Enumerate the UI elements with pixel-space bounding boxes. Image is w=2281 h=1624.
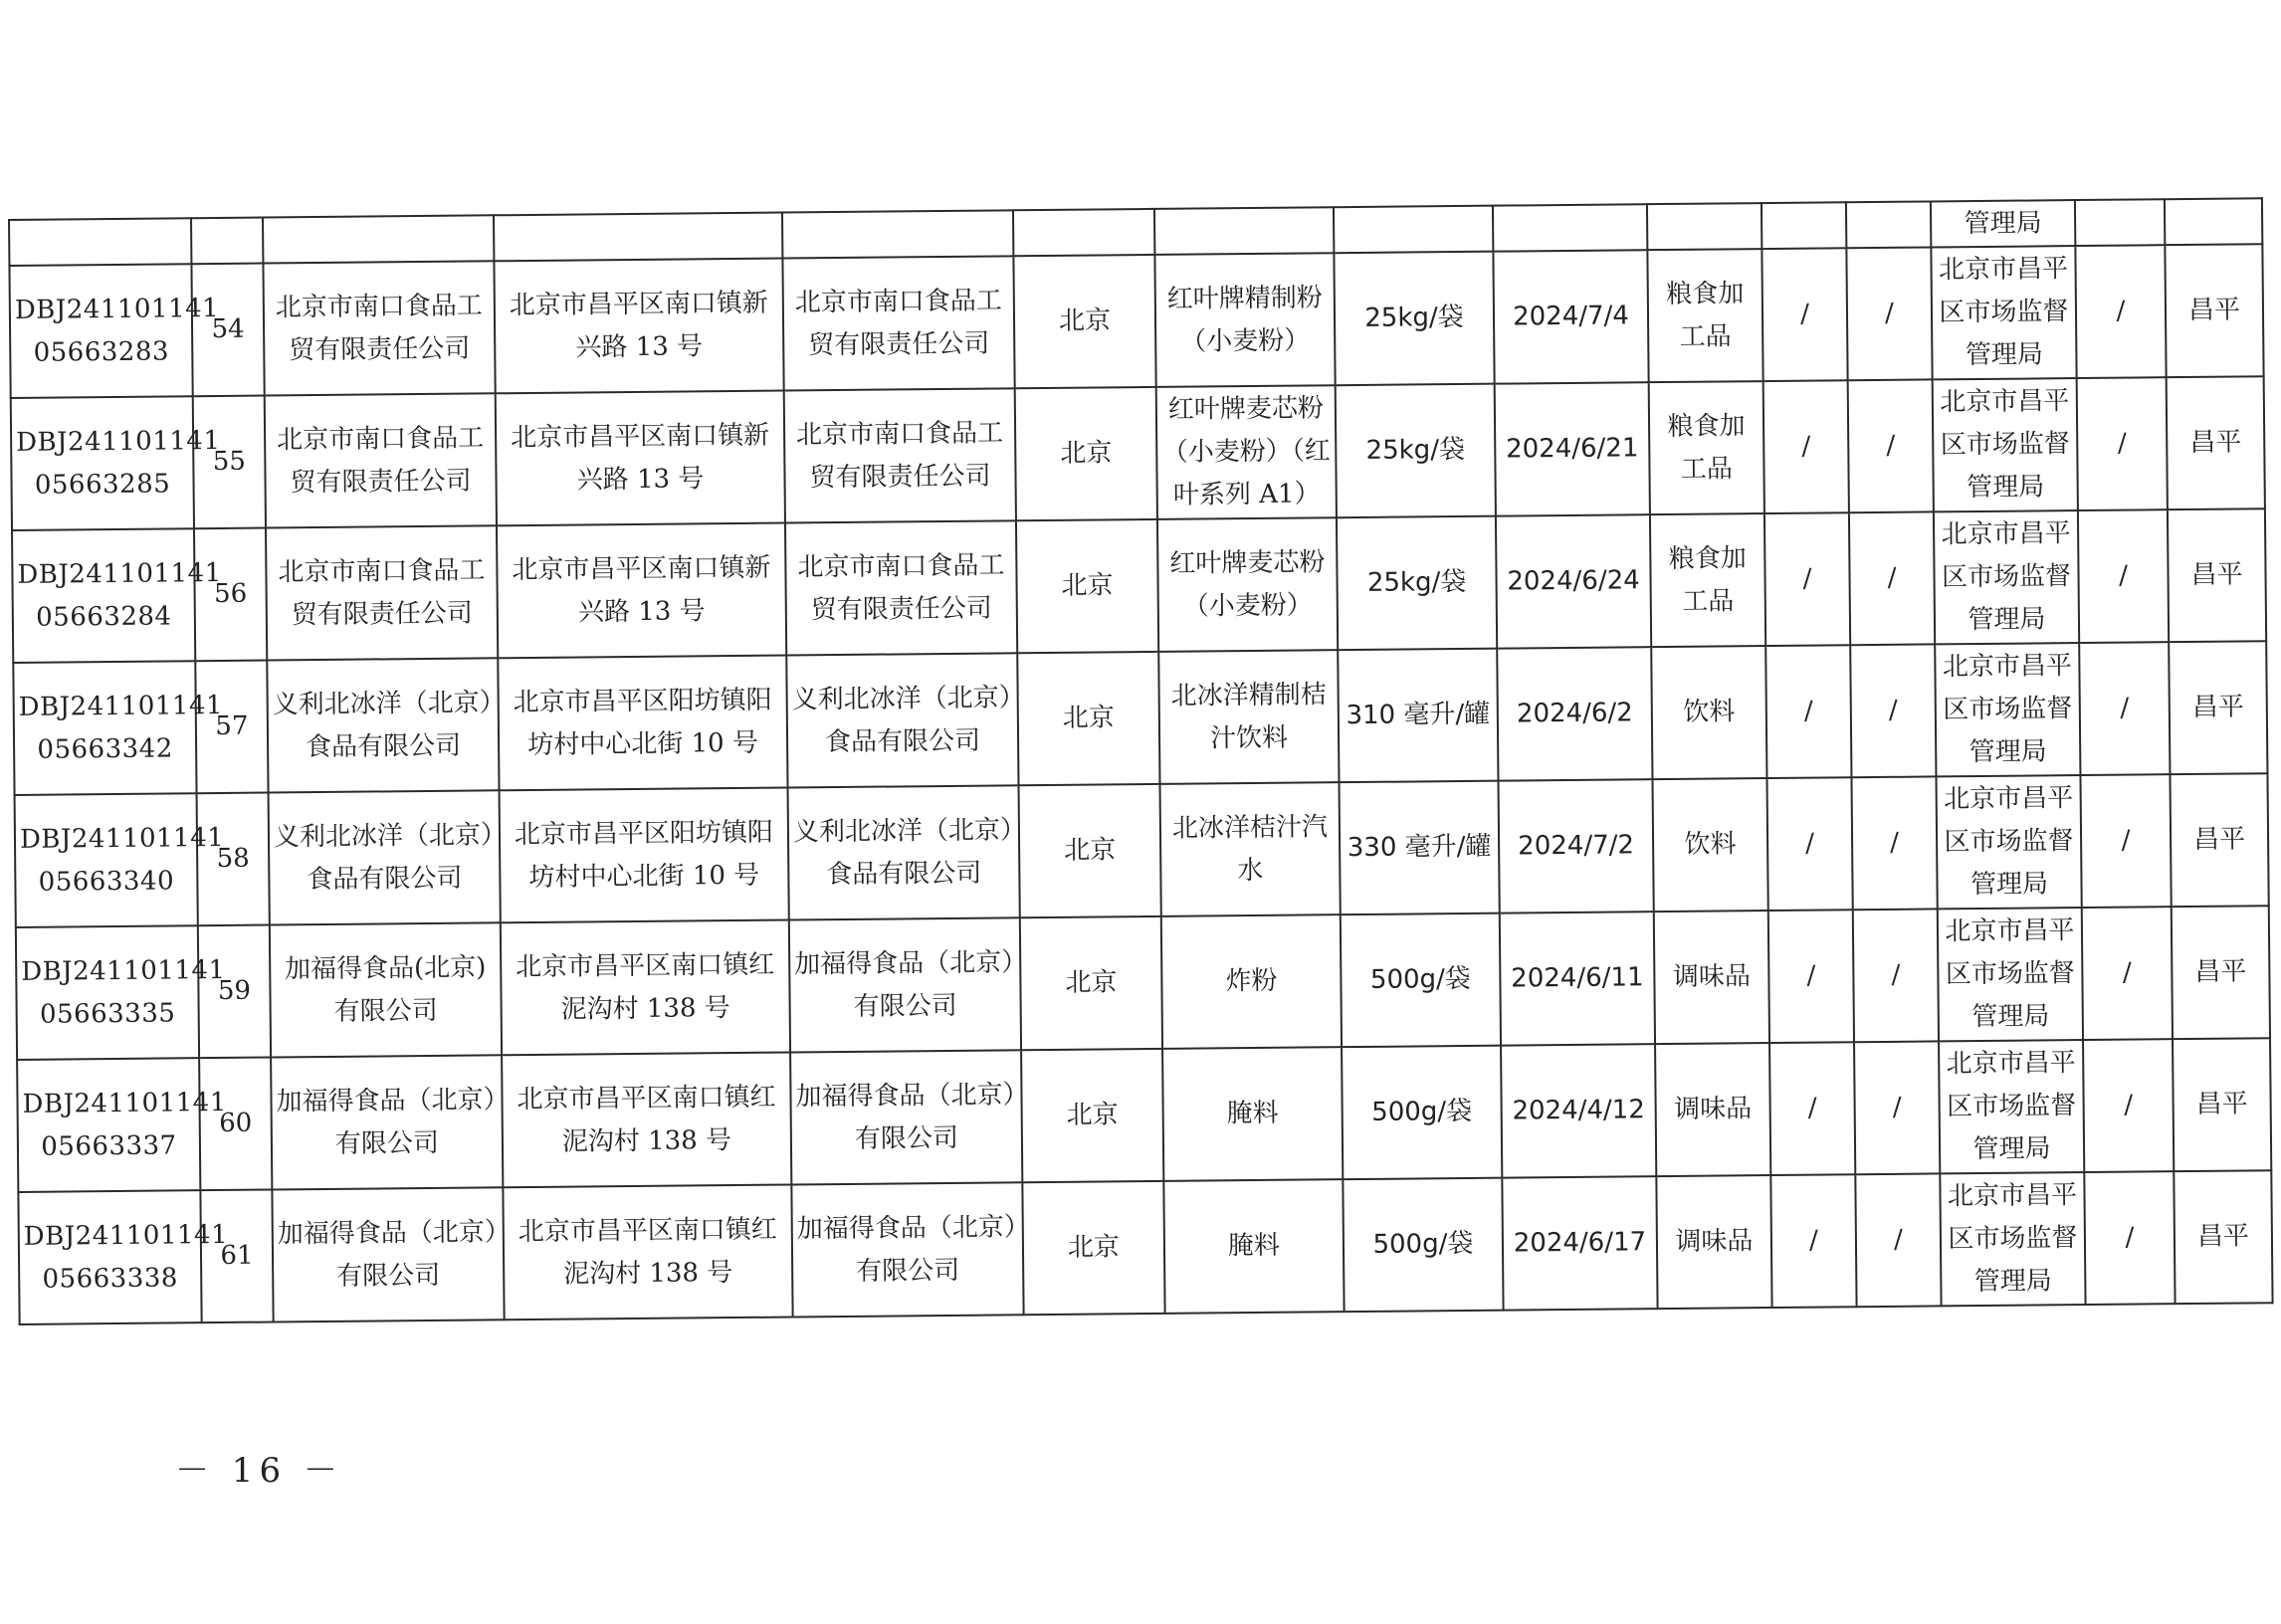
cell-line: 北京市昌平区南口镇红 [517, 1082, 776, 1115]
table-row [17, 1038, 2271, 1192]
product-cell [1157, 517, 1338, 652]
address-cell [498, 656, 787, 791]
table-row [9, 244, 2263, 398]
cell-line: 区市场监督 [1941, 561, 2072, 593]
sequence-cell: 57 [195, 661, 268, 794]
category-cell [1647, 249, 1763, 382]
col-b-cell: / [1846, 247, 1932, 380]
cell-line: 有限公司 [336, 1260, 441, 1292]
col-b-cell: / [1851, 776, 1937, 910]
district-cell: 昌平 [2168, 508, 2266, 642]
col-a-cell: / [1765, 645, 1851, 778]
district-cell: 昌平 [2169, 641, 2267, 774]
sample-code-cell [17, 1058, 227, 1192]
cell-line: 区市场监督 [1943, 694, 2073, 725]
col-a-cell: / [1769, 1042, 1855, 1175]
district-cell: 昌平 [2170, 773, 2268, 907]
cell-line: 北京市昌平 [1947, 1180, 2078, 1212]
col-a-cell: / [1770, 1174, 1856, 1308]
cell-line: 粮食加 [1668, 542, 1747, 574]
producer-cell [271, 1055, 510, 1189]
agency-cell [1935, 643, 2080, 776]
cell-line: 红叶牌麦芯粉 [1167, 393, 1325, 425]
sample-code-line2: 05663337 [41, 1129, 177, 1162]
category-cell [1655, 1043, 1770, 1176]
category-cell [1649, 381, 1764, 514]
cell-line: 义利北冰洋（北京） [273, 819, 508, 852]
date-cell: 2024/7/4 [1493, 250, 1648, 383]
province-cell: 北京 [1022, 1181, 1164, 1315]
cell-line: 北京市昌平区南口镇新 [512, 552, 771, 585]
address-cell [494, 259, 783, 394]
cell-line: 工品 [1679, 320, 1732, 352]
cell-line: 北京市昌平 [1938, 254, 2069, 286]
sample-code-cell [18, 1190, 229, 1324]
cell-line: 区市场监督 [1939, 297, 2069, 328]
table-row [11, 376, 2265, 530]
product-cell [1163, 1179, 1344, 1314]
cell-line: 泥沟村 138 号 [561, 1124, 732, 1157]
cell [1154, 207, 1334, 255]
table-row [13, 641, 2267, 795]
sampled-unit-cell [791, 1182, 1030, 1317]
sample-code-cell [16, 925, 226, 1060]
sampled-unit-cell [790, 1050, 1029, 1184]
table-row [12, 508, 2266, 663]
producer-cell [269, 790, 508, 924]
category-cell [1651, 646, 1766, 779]
province-cell: 北京 [1021, 1049, 1163, 1182]
producer-cell [263, 261, 495, 395]
address-cell [500, 788, 789, 923]
cell [2165, 198, 2262, 245]
product-cell [1161, 914, 1342, 1049]
sample-code-line2: 05663338 [42, 1262, 179, 1295]
cell-line: 坊村中心北街 10 号 [527, 727, 759, 760]
cell-line: 加福得食品（北京） [795, 1079, 1029, 1112]
cell-line: 区市场监督 [1944, 826, 2074, 858]
producer-cell [272, 1187, 511, 1321]
sample-code-line2: 05663335 [39, 997, 176, 1030]
sample-code-line1: DBJ241101141 [17, 557, 222, 590]
cell-line: 兴路 13 号 [577, 595, 706, 628]
cell-line: 贸有限责任公司 [810, 593, 992, 625]
spec-cell: 500g/袋 [1341, 914, 1501, 1048]
cell-line: 北冰洋精制桔 [1170, 679, 1327, 711]
cell [9, 218, 191, 266]
cell-line: 管理局 [1969, 736, 2047, 768]
cell-line: 区市场监督 [1945, 958, 2076, 990]
date-cell: 2024/6/24 [1496, 514, 1651, 648]
address-cell [496, 391, 785, 526]
table-row [18, 1170, 2272, 1324]
cell [1762, 202, 1846, 249]
date-cell: 2024/6/11 [1500, 912, 1655, 1045]
cell-line: 北京市南口食品工 [797, 549, 1005, 582]
col-c-cell: / [2084, 1171, 2175, 1305]
producer-cell [267, 658, 506, 792]
sequence-cell: 56 [194, 528, 267, 662]
col-b-cell: / [1849, 511, 1935, 645]
cell-line: 水 [1237, 855, 1264, 886]
sequence-cell: 55 [193, 396, 266, 529]
cell-line: 兴路 13 号 [575, 330, 704, 363]
cell-line: 北京市昌平 [1945, 915, 2075, 947]
col-a-cell: / [1768, 910, 1854, 1043]
sample-code-line1: DBJ241101141 [16, 425, 221, 458]
col-c-cell: / [2078, 509, 2169, 643]
col-b-cell: / [1853, 909, 1939, 1042]
date-cell: 2024/6/21 [1495, 382, 1650, 515]
cell-line: 贸有限责任公司 [289, 333, 471, 365]
cell [1013, 209, 1154, 256]
cell [2075, 199, 2165, 246]
col-c-cell: / [2082, 907, 2173, 1040]
address-cell [502, 1052, 791, 1187]
cell-line: 北京市昌平 [1946, 1048, 2076, 1080]
cell-line: 食品有限公司 [826, 858, 982, 890]
sampled-unit-cell [782, 256, 1014, 390]
province-cell: 北京 [1016, 519, 1158, 653]
cell-line: 贸有限责任公司 [808, 328, 990, 360]
category-cell [1650, 513, 1765, 647]
cell-line: 加福得食品（北京） [277, 1216, 511, 1249]
cell-line: 义利北冰洋（北京） [792, 814, 1027, 847]
district-cell: 昌平 [2173, 1038, 2271, 1171]
col-a-cell: / [1763, 380, 1849, 513]
cell-line: 贸有限责任公司 [290, 466, 472, 498]
cell-line: 红叶牌精制粉 [1166, 282, 1323, 314]
cell-line: 有限公司 [333, 995, 438, 1027]
cell-line: 管理局 [1970, 869, 2049, 901]
cell-line: 北京市南口食品工 [276, 422, 485, 455]
spec-cell: 500g/袋 [1342, 1046, 1502, 1180]
agency-cell [1940, 1172, 2085, 1306]
sample-code-line1: DBJ241101141 [18, 690, 224, 722]
spec-cell: 500g/袋 [1343, 1178, 1503, 1313]
product-cell [1162, 1047, 1343, 1181]
cell-line: 加福得食品（北京） [276, 1084, 510, 1116]
cell-line: 食品有限公司 [305, 730, 462, 762]
col-c-cell: / [2079, 642, 2170, 775]
district-cell: 昌平 [2172, 906, 2270, 1039]
cell-line: 贸有限责任公司 [291, 598, 473, 630]
col-b-cell: / [1848, 379, 1934, 512]
sample-code-line2: 05663285 [34, 468, 171, 501]
spec-cell: 25kg/袋 [1336, 384, 1496, 518]
col-a-cell: / [1764, 512, 1850, 646]
cell-line: 加福得食品(北京) [284, 951, 487, 984]
product-cell [1154, 253, 1335, 387]
cell-line: 北京市昌平 [1944, 783, 2074, 815]
spec-cell: 330 毫升/罐 [1339, 781, 1499, 915]
cell-line: 北京市昌平区南口镇新 [509, 288, 768, 320]
cell [1493, 204, 1647, 251]
date-cell: 2024/7/2 [1498, 779, 1653, 913]
agency-cell [1931, 246, 2076, 379]
cell-line: 北京市昌平区阳坊镇阳 [513, 685, 772, 717]
cell-line: 汁饮料 [1209, 722, 1289, 753]
producer-cell [265, 393, 497, 527]
cell-line: 饮料 [1683, 697, 1736, 727]
cell-line: 兴路 13 号 [576, 463, 705, 496]
inspection-table-sheet [8, 197, 2272, 1325]
cell-line: 义利北冰洋（北京） [791, 682, 1025, 714]
cell-line: 北京市昌平区南口镇红 [516, 949, 775, 982]
cell-line: 管理局 [1972, 1133, 2051, 1165]
category-cell [1656, 1175, 1771, 1309]
cell-line: 腌料 [1226, 1098, 1279, 1129]
cell-line: （小麦粉） [1180, 324, 1311, 357]
cell-line: 北京市南口食品工 [795, 417, 1004, 450]
agency-cell [1936, 775, 2081, 909]
cell [191, 218, 263, 265]
cell-line: 工品 [1682, 585, 1735, 617]
date-cell: 2024/6/17 [1502, 1176, 1657, 1310]
sample-code-line2: 05663283 [33, 335, 170, 368]
cell-line: 加福得食品（北京） [794, 946, 1028, 979]
cell [263, 215, 494, 263]
cell-line: 北京市昌平区阳坊镇阳 [514, 817, 774, 850]
cell-line: 有限公司 [856, 1255, 960, 1287]
category-cell [1652, 778, 1767, 912]
sample-code-line1: DBJ241101141 [22, 1087, 227, 1119]
table-row [16, 906, 2270, 1060]
cell-line: 红叶牌麦芯粉 [1169, 546, 1326, 579]
cell-line: 北京市昌平区南口镇红 [518, 1214, 777, 1247]
cell-line: 义利北冰洋（北京） [272, 687, 506, 719]
cell [494, 213, 782, 262]
cell-line: 北京市南口食品工 [794, 285, 1002, 317]
province-cell: 北京 [1013, 255, 1155, 388]
date-cell: 2024/6/2 [1497, 647, 1652, 780]
spec-cell: 25kg/袋 [1334, 252, 1494, 386]
cell-line: 调味品 [1672, 961, 1752, 992]
product-cell [1158, 650, 1339, 784]
cell-line: （小麦粉）（红 [1161, 436, 1331, 468]
table-row [15, 773, 2269, 927]
cell-line: 北京市昌平 [1940, 386, 2070, 418]
district-cell: 昌平 [2174, 1170, 2272, 1304]
cell [1846, 201, 1931, 248]
cell-line: 区市场监督 [1940, 429, 2070, 461]
cell-line: 北京市昌平区南口镇新 [510, 420, 770, 453]
col-b-cell: / [1850, 644, 1936, 777]
cell-line: 区市场监督 [1948, 1223, 2078, 1255]
district-cell: 昌平 [2165, 244, 2263, 377]
col-c-cell: / [2083, 1039, 2174, 1172]
cell-line: 工品 [1680, 453, 1734, 485]
cell-line: 叶系列 A1） [1172, 479, 1321, 510]
cell-line: 贸有限责任公司 [809, 461, 991, 493]
sampled-unit-cell [788, 785, 1027, 919]
date-cell: 2024/4/12 [1501, 1044, 1656, 1177]
cell [1334, 206, 1493, 254]
cell-line: 饮料 [1684, 829, 1737, 860]
sample-code-cell [15, 793, 225, 927]
province-cell: 北京 [1017, 652, 1159, 785]
province-cell: 北京 [1020, 916, 1162, 1050]
sequence-cell: 59 [198, 925, 271, 1059]
sample-code-cell [12, 528, 222, 663]
agency-cell [1934, 510, 2079, 644]
category-cell [1654, 911, 1769, 1044]
product-cell [1156, 385, 1337, 519]
sampled-unit-cell [789, 917, 1028, 1052]
sample-code-line1: DBJ241101141 [14, 293, 220, 325]
cell-line: 泥沟村 138 号 [560, 992, 730, 1025]
cell-line: 粮食加 [1667, 410, 1746, 442]
cell-line: 食品有限公司 [307, 863, 463, 895]
cell-line: 有限公司 [854, 1122, 959, 1154]
spec-cell: 25kg/袋 [1337, 516, 1497, 651]
inspection-table [8, 197, 2274, 1325]
address-cell [497, 523, 786, 659]
cell-line: 腌料 [1227, 1230, 1281, 1262]
sequence-cell: 60 [199, 1058, 272, 1191]
cell-line: 北京市南口食品工 [278, 554, 486, 587]
sample-code-cell [13, 661, 224, 795]
cell-line: 泥沟村 138 号 [562, 1257, 733, 1290]
sampled-unit-cell [785, 520, 1017, 655]
cell-line: 北京市昌平 [1941, 518, 2071, 550]
agency-cell [1938, 908, 2083, 1041]
agency-cell [1939, 1040, 2084, 1173]
agency-fragment-cell: 管理局 [1931, 200, 2075, 247]
sampled-unit-cell [784, 388, 1016, 522]
sample-code-line2: 05663340 [38, 865, 175, 898]
col-c-cell: / [2075, 245, 2166, 378]
cell [1647, 203, 1762, 250]
province-cell: 北京 [1015, 387, 1157, 520]
cell-line: 北京市南口食品工 [275, 290, 484, 322]
product-cell [1160, 782, 1341, 916]
cell-line: 有限公司 [334, 1127, 440, 1159]
producer-cell [266, 525, 498, 660]
sequence-cell: 61 [200, 1189, 273, 1322]
agency-cell [1933, 378, 2078, 511]
cell-line: 炸粉 [1225, 965, 1278, 997]
sample-code-line1: DBJ241101141 [19, 822, 225, 855]
col-b-cell: / [1854, 1041, 1940, 1174]
cell-line: 有限公司 [853, 990, 957, 1022]
cell-line: （小麦粉） [1182, 589, 1313, 622]
cell-line: 管理局 [1965, 339, 2044, 371]
address-cell [501, 919, 790, 1055]
district-cell: 昌平 [2167, 376, 2265, 509]
province-cell: 北京 [1019, 784, 1161, 917]
sample-code-line1: DBJ241101141 [23, 1219, 229, 1252]
col-a-cell: / [1766, 777, 1852, 911]
cell-line: 加福得食品（北京） [796, 1211, 1030, 1244]
col-b-cell: / [1855, 1173, 1941, 1307]
sample-code-line2: 05663342 [37, 732, 173, 765]
col-c-cell: / [2080, 774, 2171, 908]
cell-line: 调味品 [1675, 1226, 1754, 1257]
cell-line: 食品有限公司 [824, 725, 981, 757]
page-number: － 16 － [175, 1451, 343, 1491]
cell [782, 210, 1013, 258]
sequence-cell: 58 [197, 793, 270, 926]
cell-line: 粮食加 [1666, 278, 1745, 309]
cell-line: 区市场监督 [1946, 1091, 2077, 1122]
cell-line: 北冰洋桔汁汽 [1171, 811, 1329, 844]
cell-line: 管理局 [1971, 1001, 2050, 1033]
sample-code-cell [9, 264, 220, 398]
cell-line: 管理局 [1967, 472, 2045, 504]
cell-line: 调味品 [1674, 1094, 1753, 1124]
cell-line: 北京市昌平 [1942, 651, 2073, 683]
spec-cell: 310 毫升/罐 [1338, 649, 1498, 783]
sampled-unit-cell [786, 653, 1025, 787]
producer-cell [270, 922, 502, 1057]
address-cell [503, 1184, 792, 1320]
sample-code-line1: DBJ241101141 [21, 954, 226, 987]
cell-line: 管理局 [1973, 1266, 2052, 1298]
cell-line: 管理局 [1968, 604, 2046, 636]
cell-line: 坊村中心北街 10 号 [528, 860, 760, 893]
sequence-cell: 54 [191, 264, 264, 397]
sample-code-cell [11, 396, 221, 530]
col-c-cell: / [2077, 377, 2168, 510]
sample-code-line2: 05663284 [36, 600, 172, 633]
col-a-cell: / [1762, 248, 1847, 381]
